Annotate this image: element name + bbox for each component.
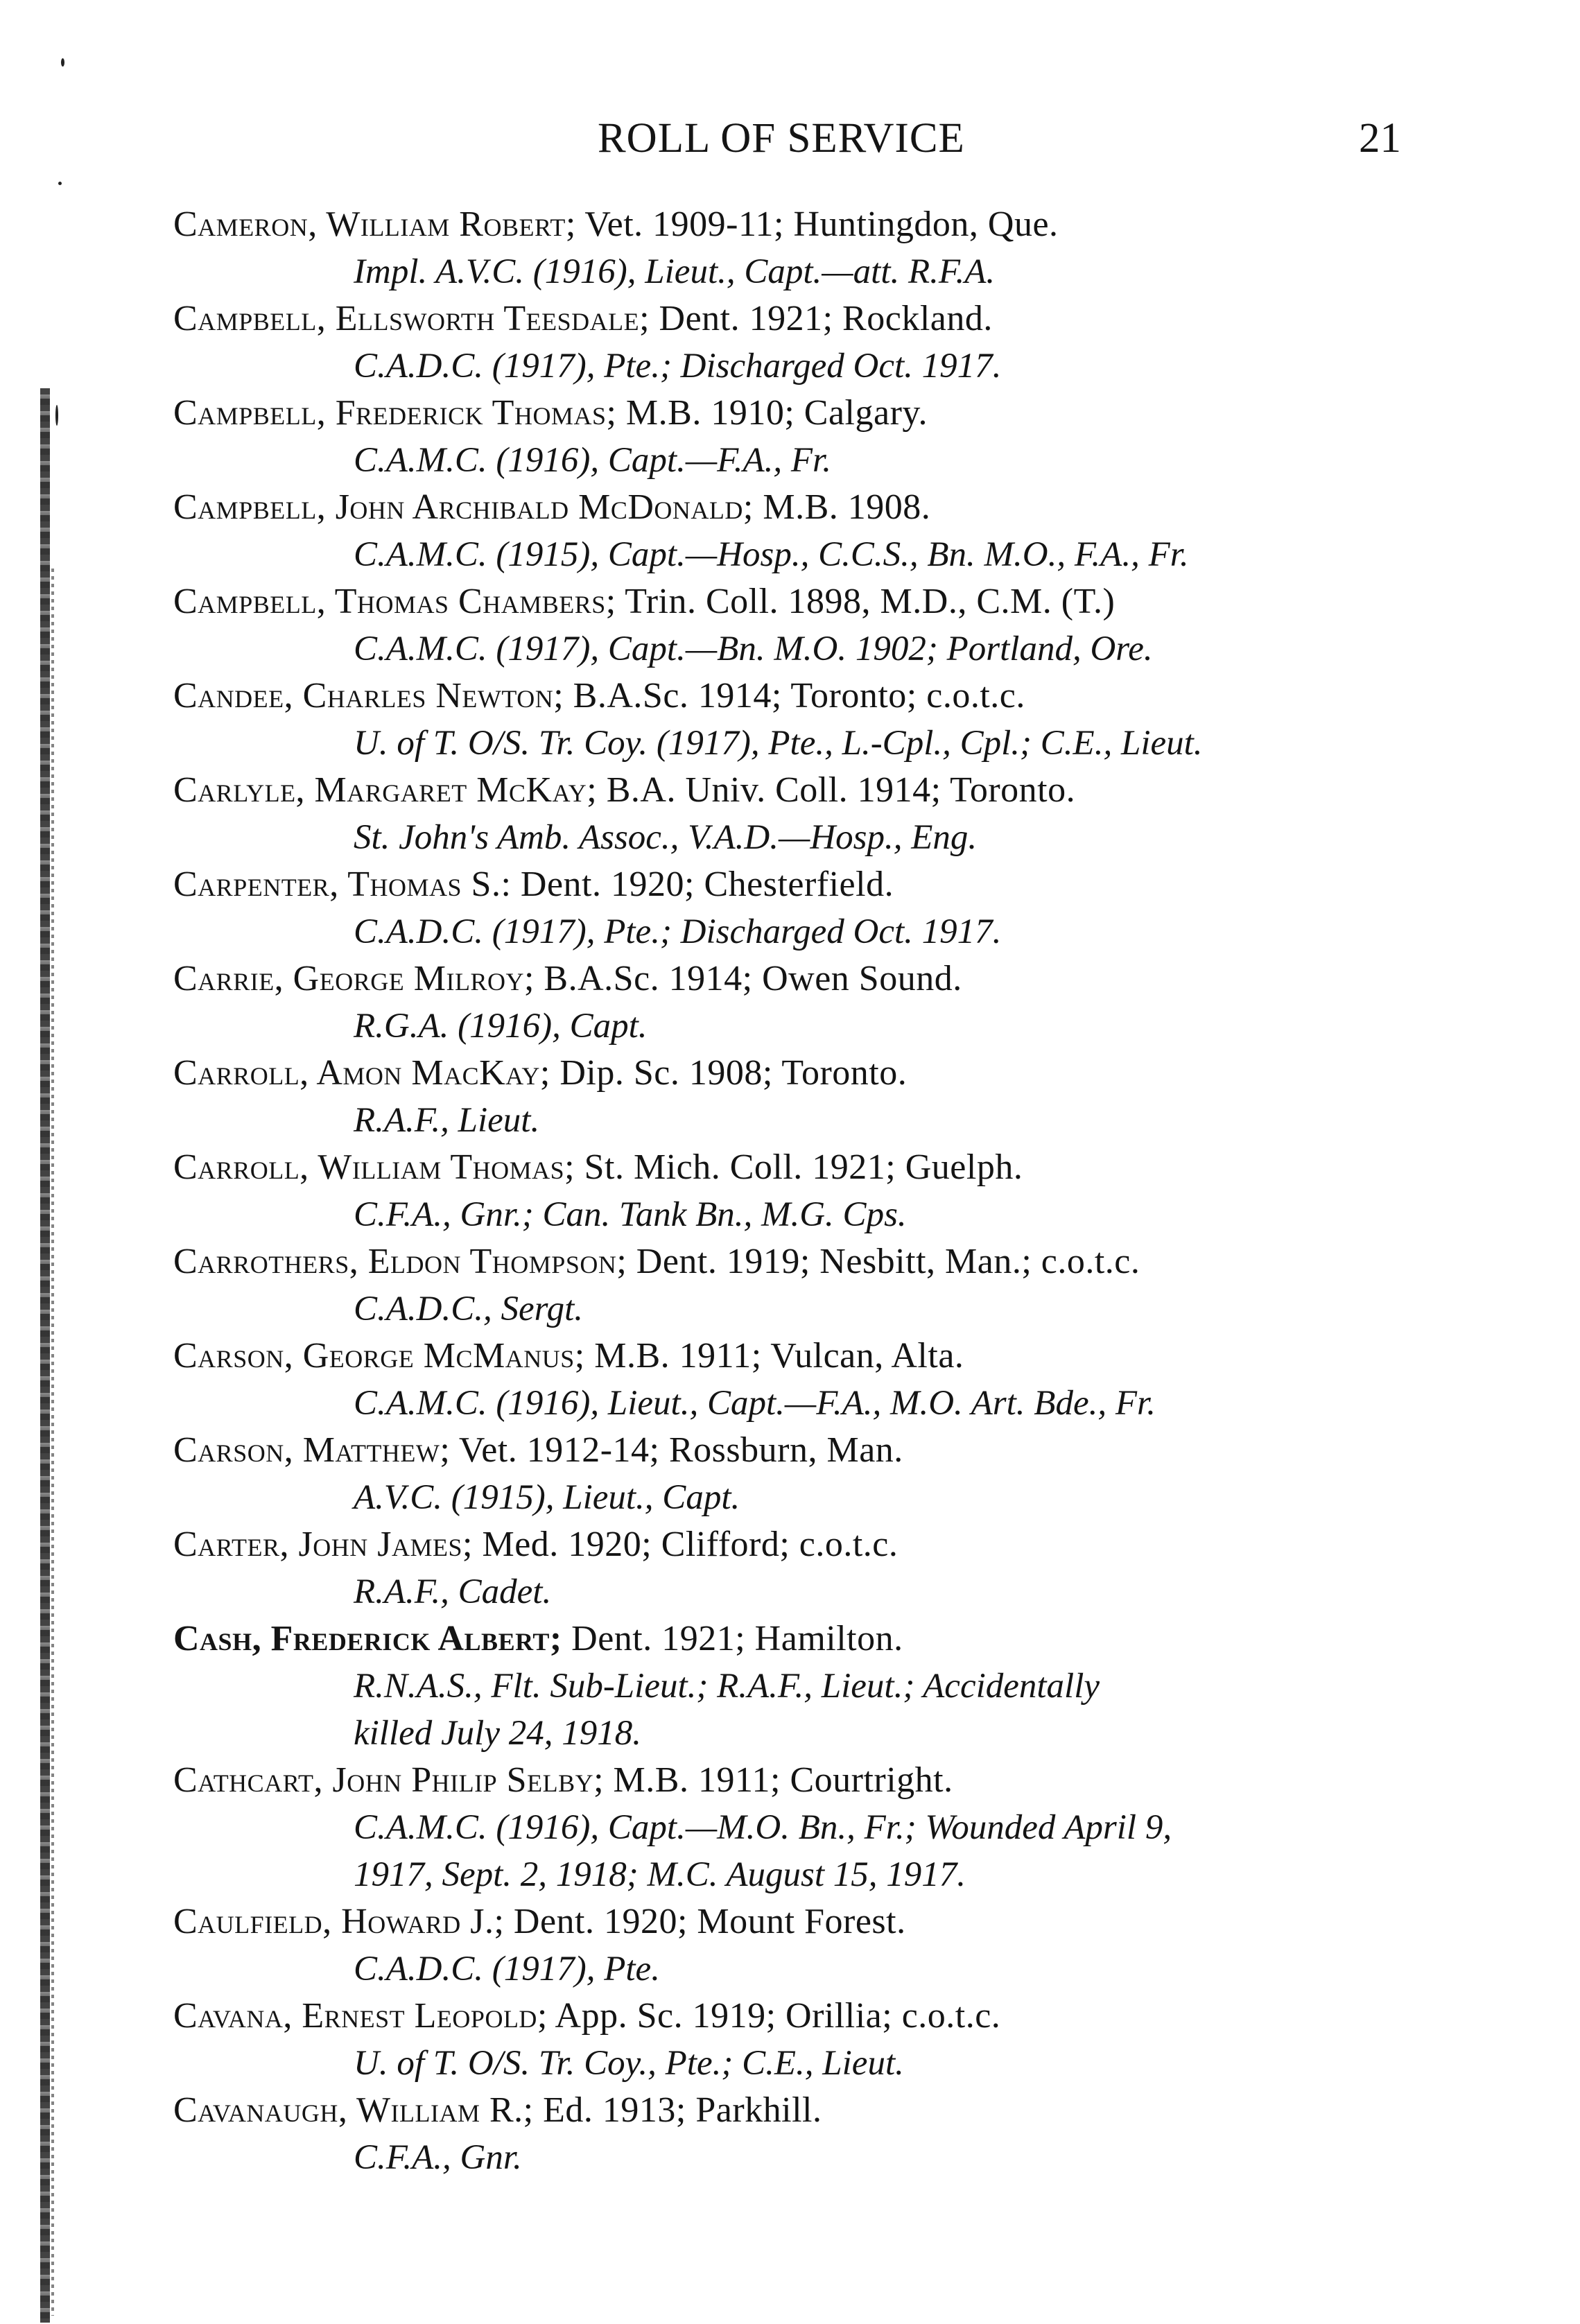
entry-heading bbox=[173, 1615, 1421, 1663]
entry-heading bbox=[173, 1333, 1421, 1380]
entry-details: B.A.Sc. 1914; Owen Sound. bbox=[544, 959, 962, 998]
entry-name: Carson, George McManus; bbox=[173, 1336, 585, 1376]
entry-name: Cavana, Ernest Leopold; bbox=[173, 1996, 548, 2036]
entry-heading bbox=[173, 578, 1421, 625]
entry-heading bbox=[173, 484, 1421, 531]
entry-service: R.G.A. (1916), Capt. bbox=[354, 1007, 648, 1046]
entry-service: R.A.F., Cadet. bbox=[354, 1572, 552, 1611]
entry-name: Caulfield, Howard J.; bbox=[173, 1902, 505, 1941]
entry-details: M.B. 1908. bbox=[763, 487, 931, 527]
scan-speck bbox=[58, 182, 62, 185]
entry-name: Carrothers, Eldon Thompson; bbox=[173, 1242, 627, 1281]
entry-service: A.V.C. (1915), Lieut., Capt. bbox=[354, 1478, 740, 1517]
entry-service: C.A.D.C. (1917), Pte.; Discharged Oct. 1917. bbox=[354, 347, 1002, 385]
entry-heading bbox=[173, 1993, 1421, 2040]
entry-heading bbox=[173, 201, 1421, 248]
entry-heading bbox=[173, 1757, 1421, 1804]
entry-heading bbox=[173, 861, 1421, 908]
entry-service: C.A.M.C. (1916), Capt.—F.A., Fr. bbox=[354, 441, 831, 480]
entry-heading bbox=[173, 390, 1421, 437]
entry-name: Campbell, John Archibald McDonald; bbox=[173, 487, 754, 527]
entry-details: Trin. Coll. 1898, M.D., C.M. (T.) bbox=[625, 582, 1115, 621]
entry-details: Vet. 1912-14; Rossburn, Man. bbox=[458, 1430, 903, 1470]
entry-details: Dent. 1920; Mount Forest. bbox=[513, 1902, 906, 1941]
entry-service: U. of T. O/S. Tr. Coy., Pte.; C.E., Lieut. bbox=[354, 2044, 904, 2083]
entry-heading bbox=[173, 1144, 1421, 1191]
entry-heading bbox=[173, 1427, 1421, 1474]
entry-name: Cameron, William Robert; bbox=[173, 205, 576, 244]
entry-name: Campbell, Thomas Chambers; bbox=[173, 582, 616, 621]
entry-name: Carlyle, Margaret McKay; bbox=[173, 770, 598, 810]
entry-name: Carroll, William Thomas; bbox=[173, 1147, 575, 1187]
entry-name: Cash, Frederick Albert; bbox=[173, 1619, 562, 1658]
entry-name: Campbell, Ellsworth Teesdale; bbox=[173, 299, 650, 338]
entry-heading bbox=[173, 295, 1421, 342]
entry-details: B.A.Sc. 1914; Toronto; c.o.t.c. bbox=[573, 676, 1025, 716]
entry-service: C.F.A., Gnr. bbox=[354, 2138, 522, 2177]
entry-details: M.B. 1911; Vulcan, Alta. bbox=[594, 1336, 964, 1376]
entry-name: Cathcart, John Philip Selby; bbox=[173, 1760, 605, 1800]
entry-service: C.A.M.C. (1917), Capt.—Bn. M.O. 1902; Portland, Ore. bbox=[354, 630, 1153, 668]
page-header bbox=[0, 111, 1580, 166]
roll-entries bbox=[173, 201, 1421, 2181]
entry-service: C.A.D.C. (1917), Pte. bbox=[354, 1950, 660, 1988]
scan-speck bbox=[55, 405, 58, 426]
entry-heading bbox=[173, 1898, 1421, 1945]
entry-service: C.A.D.C. (1917), Pte.; Discharged Oct. 1917. bbox=[354, 912, 1002, 951]
entry-name: Cavanaugh, William R.; bbox=[173, 2090, 534, 2130]
entry-heading bbox=[173, 1521, 1421, 1568]
entry-service: R.N.A.S., Flt. Sub-Lieut.; R.A.F., Lieut.; Accidentally bbox=[354, 1667, 1100, 1706]
entry-heading bbox=[173, 673, 1421, 720]
entry-heading bbox=[173, 767, 1421, 814]
entry-service: C.A.M.C. (1915), Capt.—Hosp., C.C.S., Bn. M.O., F.A., Fr. bbox=[354, 535, 1189, 574]
entry-service: C.F.A., Gnr.; Can. Tank Bn., M.G. Cps. bbox=[354, 1195, 907, 1234]
entry-details: Vet. 1909-11; Huntingdon, Que. bbox=[584, 205, 1059, 244]
entry-details: Dip. Sc. 1908; Toronto. bbox=[559, 1053, 908, 1093]
entry-heading bbox=[173, 1050, 1421, 1097]
entry-details: Med. 1920; Clifford; c.o.t.c. bbox=[482, 1525, 898, 1564]
entry-name: Campbell, Frederick Thomas; bbox=[173, 393, 617, 433]
entry-service: C.A.M.C. (1916), Lieut., Capt.—F.A., M.O. Art. Bde., Fr. bbox=[354, 1384, 1156, 1423]
entry-heading bbox=[173, 955, 1421, 1003]
entry-service: C.A.D.C., Sergt. bbox=[354, 1290, 584, 1328]
running-title: ROLL OF SERVICE bbox=[598, 115, 965, 162]
entry-details: Dent. 1921; Rockland. bbox=[659, 299, 993, 338]
entry-details: App. Sc. 1919; Orillia; c.o.t.c. bbox=[555, 1996, 1001, 2036]
binding-edge-shadow bbox=[51, 569, 54, 2316]
entry-details: St. Mich. Coll. 1921; Guelph. bbox=[584, 1147, 1023, 1187]
scan-speck bbox=[61, 58, 64, 67]
entry-service: 1917, Sept. 2, 1918; M.C. August 15, 1917. bbox=[354, 1855, 966, 1894]
entry-details: M.B. 1910; Calgary. bbox=[625, 393, 928, 433]
entry-name: Carson, Matthew; bbox=[173, 1430, 451, 1470]
entry-details: Dent. 1919; Nesbitt, Man.; c.o.t.c. bbox=[636, 1242, 1140, 1281]
entry-name: Carrie, George Milroy; bbox=[173, 959, 535, 998]
entry-name: Carroll, Amon MacKay; bbox=[173, 1053, 550, 1093]
entry-details: Ed. 1913; Parkhill. bbox=[543, 2090, 822, 2130]
entry-service: Impl. A.V.C. (1916), Lieut., Capt.—att. R.F.A. bbox=[354, 252, 996, 291]
page-number: 21 bbox=[1359, 115, 1401, 162]
entry-details: B.A. Univ. Coll. 1914; Toronto. bbox=[606, 770, 1076, 810]
entry-heading bbox=[173, 2087, 1421, 2134]
entry-details: Dent. 1920; Chesterfield. bbox=[520, 865, 894, 904]
entry-service: St. John's Amb. Assoc., V.A.D.—Hosp., Eng. bbox=[354, 818, 978, 857]
entry-name: Carter, John James; bbox=[173, 1525, 473, 1564]
entry-heading bbox=[173, 1238, 1421, 1285]
entry-service: killed July 24, 1918. bbox=[354, 1714, 641, 1753]
binding-edge bbox=[40, 388, 50, 2323]
entry-service: U. of T. O/S. Tr. Coy. (1917), Pte., L.-Cpl., Cpl.; C.E., Lieut. bbox=[354, 724, 1203, 763]
entry-details: Dent. 1921; Hamilton. bbox=[571, 1619, 903, 1658]
entry-service: R.A.F., Lieut. bbox=[354, 1101, 540, 1140]
entry-service: C.A.M.C. (1916), Capt.—M.O. Bn., Fr.; Wounded April 9, bbox=[354, 1808, 1172, 1847]
entry-name: Carpenter, Thomas S.: bbox=[173, 865, 512, 904]
entry-name: Candee, Charles Newton; bbox=[173, 676, 564, 716]
entry-details: M.B. 1911; Courtright. bbox=[613, 1760, 953, 1800]
